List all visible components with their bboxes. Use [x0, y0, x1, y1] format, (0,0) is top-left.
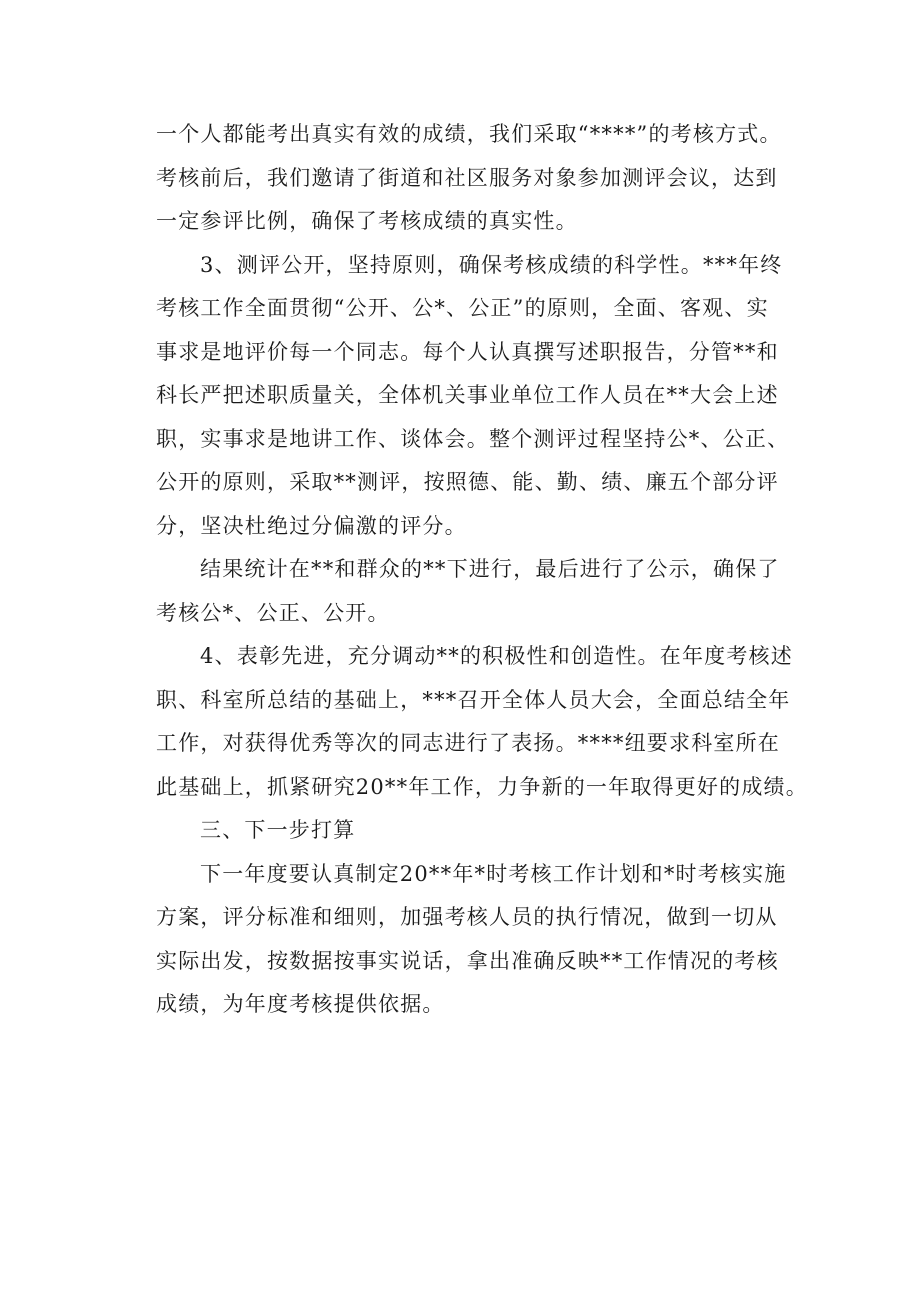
text-line: 3、测评公开，坚持原则，确保考核成绩的科学性。***年终 — [200, 252, 783, 277]
text-line: 一定参评比例，确保了考核成绩的真实性。 — [156, 209, 578, 233]
text-line: 科长严把述职质量关，全体机关事业单位工作人员在**大会上述 — [156, 383, 779, 407]
text-line: 成绩，为年度考核提供依据。 — [156, 992, 445, 1016]
text-line: 4、表彰先进，充分调动**的积极性和创造性。在年度考核述 — [200, 644, 793, 668]
text-line: 考核前后，我们邀请了街道和社区服务对象参加测评会议，达到 — [156, 165, 778, 190]
text-line: 一个人都能考出真实有效的成绩，我们采取“****”的考核方式。 — [156, 122, 782, 146]
text-line: 下一年度要认真制定20**年*时考核工作计划和*时考核实施 — [200, 861, 787, 886]
paragraph-2 — [156, 244, 790, 549]
text-line: 此基础上，抓紧研究20**年工作，力争新的一年取得更好的成绩。 — [156, 774, 808, 799]
text-line: 职，实事求是地讲工作、谈体会。整个测评过程坚持公*、公正、 — [156, 426, 790, 451]
text-line: 方案，评分标准和细则，加强考核人员的执行情况，做到一切从 — [156, 905, 778, 929]
document-body — [156, 113, 808, 1027]
text-line: 分，坚决杜绝过分偏激的评分。 — [156, 513, 467, 538]
text-line: 考核工作全面贯彻“公开、公*、公正”的原则，全面、客观、实 — [156, 296, 769, 320]
section-heading — [156, 809, 776, 853]
text-line: 工作，对获得优秀等次的同志进行了表扬。****纽要求科室所在 — [156, 731, 780, 755]
paragraph-4 — [156, 635, 808, 809]
text-line: 实际出发，按数据按事实说话，拿出准确反映**工作情况的考核 — [156, 948, 779, 973]
heading-text: 三、下一步打算 — [200, 818, 356, 842]
text-line: 事求是地评价每一个同志。每个人认真撰写述职报告，分管**和 — [156, 339, 779, 364]
text-line: 考核公*、公正、公开。 — [156, 600, 390, 625]
text-line: 职、科室所总结的基础上，***召开全体人员大会，全面总结全年 — [156, 687, 791, 712]
paragraph-1 — [156, 113, 782, 244]
paragraph-3 — [156, 548, 780, 635]
text-line: 结果统计在**和群众的**下进行，最后进行了公示，确保了 — [200, 557, 780, 581]
text-line: 公开的原则，采取**测评，按照德、能、勤、绩、廉五个部分评 — [156, 470, 779, 494]
paragraph-6 — [156, 853, 787, 1027]
